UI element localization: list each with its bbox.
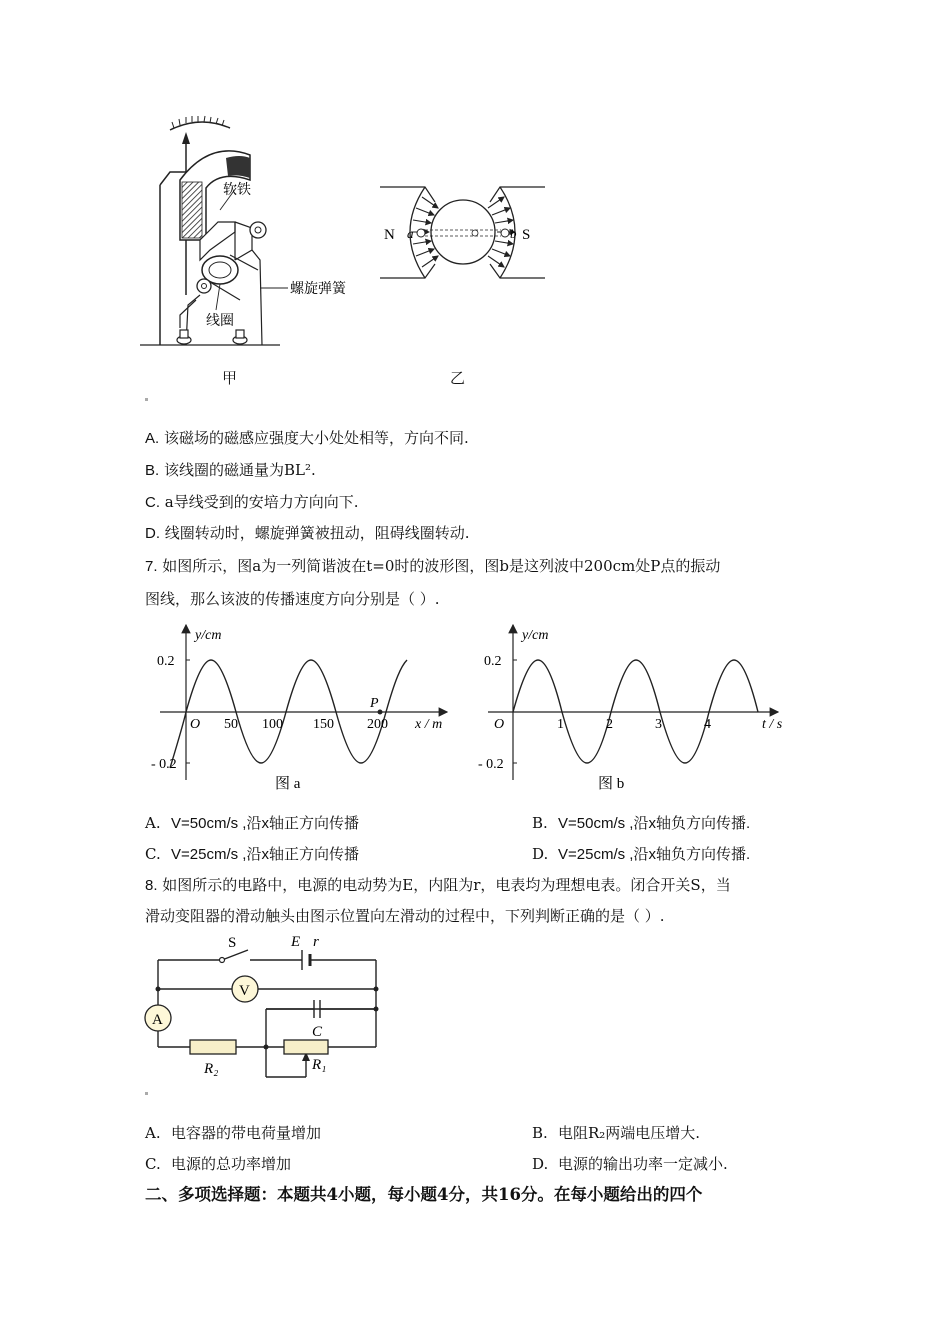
label-b: b	[510, 226, 517, 241]
caption-jia: 甲	[222, 369, 238, 387]
graph-b-caption: 图 b	[598, 776, 625, 792]
q8-option-a-text: 电容器的带电荷量增加	[171, 1124, 322, 1142]
internal-r-label: r	[313, 934, 319, 950]
q7-option-c	[145, 844, 359, 865]
graph-a-ypos: 0.2	[157, 654, 175, 669]
graph-b-ypos: 0.2	[484, 654, 502, 669]
q6-option-a-text: 该磁场的磁感应强度大小处处相等，方向不同.	[163, 429, 469, 447]
q6-option-b-text: 该线圈的磁通量为BL².	[163, 461, 316, 479]
q8-option-c	[145, 1154, 291, 1174]
q7-option-b-letter: B.	[532, 814, 548, 832]
q7-option-d-text: V=25cm/s ,沿x轴负方向传播.	[558, 846, 751, 863]
graph-b-tick: 4	[704, 717, 711, 732]
q7-line1	[145, 556, 720, 577]
graph-b-tick: 2	[606, 717, 613, 732]
q8-option-d-letter: D.	[532, 1155, 549, 1173]
q7-option-b-text: V=50cm/s ,沿x轴负方向传播.	[558, 815, 751, 832]
capacitor-label: C	[312, 1024, 323, 1040]
q8-option-b-text: 电阻R₂两端电压增大.	[558, 1124, 701, 1142]
q6-option-d-letter: D.	[145, 525, 160, 542]
resistor-r1	[284, 1040, 328, 1054]
section-2-heading: 二、多项选择题：本题共4小题，每小题4分，共16分。在每小题给出的四个	[145, 1185, 703, 1204]
wave-graph-a	[145, 620, 465, 800]
q6-option-b	[145, 460, 316, 481]
voltmeter-label: V	[239, 983, 250, 999]
label-spring: 螺旋弹簧	[290, 282, 346, 297]
q8-option-c-text: 电源的总功率增加	[171, 1155, 292, 1173]
q8-line1-text: 如图所示的电路中，电源的电动势为E，内阻为r，电表均为理想电表。闭合开关S，当	[162, 876, 731, 894]
paragraph-mark	[145, 1092, 148, 1095]
graph-b-xlabel: t / s	[762, 717, 783, 732]
q6-option-c-letter: C.	[145, 494, 160, 511]
graph-a-tick: 150	[313, 717, 334, 732]
graph-b-tick: 3	[655, 717, 662, 732]
resistor-r2	[190, 1040, 236, 1054]
galvanometer-figure	[140, 110, 370, 360]
q6-option-a	[145, 428, 469, 449]
graph-a-caption: 图 a	[275, 776, 301, 792]
radial-field-figure	[375, 180, 555, 290]
q6-option-d	[145, 523, 470, 544]
graph-a-origin: O	[190, 717, 201, 732]
caption-yi: 乙	[450, 369, 466, 387]
q6-option-d-text: 线圈转动时，螺旋弹簧被扭动，阻碍线圈转动.	[164, 524, 470, 542]
graph-a-ylabel: y/cm	[195, 628, 222, 643]
r2-label: R₂	[204, 1061, 219, 1077]
q7-option-d-letter: D.	[532, 845, 549, 863]
q7-option-c-letter: C.	[145, 845, 161, 863]
emf-label: E	[291, 934, 301, 950]
q8-option-a-letter: A.	[145, 1124, 161, 1142]
q8-option-d-text: 电源的输出功率一定减小.	[558, 1155, 728, 1173]
q8-option-c-letter: C.	[145, 1155, 161, 1173]
graph-a-tick: 100	[262, 717, 283, 732]
q7-option-c-text: V=25cm/s ,沿x轴正方向传播	[171, 846, 359, 863]
label-iron: 软铁	[223, 183, 251, 198]
ammeter-label: A	[152, 1012, 163, 1028]
q7-option-a-text: V=50cm/s ,沿x轴正方向传播	[171, 815, 359, 832]
switch-label: S	[228, 935, 237, 951]
graph-a-tick: 50	[224, 717, 238, 732]
label-n: N	[384, 227, 395, 243]
label-coil: 线圈	[206, 314, 234, 329]
q7-number: 7.	[145, 558, 158, 575]
label-s: S	[522, 227, 531, 243]
graph-b-origin: O	[494, 717, 505, 732]
graph-b-tick: 1	[557, 717, 564, 732]
q8-option-d	[532, 1154, 728, 1174]
circuit-diagram	[140, 930, 390, 1085]
wave-a-curve	[170, 660, 407, 768]
graph-b-ylabel: y/cm	[522, 628, 549, 643]
q7-line2: 图线，那么该波的传播速度方向分别是（ ）.	[145, 590, 440, 608]
q7-option-a	[145, 813, 359, 834]
q8-option-b-letter: B.	[532, 1124, 548, 1142]
graph-a-point-label: P	[370, 696, 379, 711]
q7-option-b	[532, 813, 750, 834]
q6-option-a-letter: A.	[145, 430, 160, 447]
r1-label: R₁	[312, 1057, 327, 1073]
graph-a-tick: 200	[367, 717, 388, 732]
q6-option-c	[145, 492, 359, 513]
q8-option-b	[532, 1123, 700, 1143]
q8-line1	[145, 875, 731, 896]
wave-graph-b	[478, 620, 798, 800]
q7-option-a-letter: A.	[145, 814, 161, 832]
q8-option-a	[145, 1123, 321, 1143]
graph-b-yneg: - 0.2	[478, 757, 504, 772]
q6-option-b-letter: B.	[145, 462, 160, 479]
q6-option-c-text: a导线受到的安培力方向向下.	[164, 493, 359, 511]
q8-number: 8.	[145, 877, 158, 894]
graph-a-xlabel: x / m	[415, 717, 443, 732]
paragraph-mark	[145, 398, 148, 401]
graph-a-yneg: - 0.2	[151, 757, 177, 772]
label-a: a	[407, 226, 414, 241]
q7-line1-text: 如图所示，图a为一列简谐波在t=0时的波形图，图b是这列波中200cm处P点的振动	[162, 557, 721, 575]
q8-line2: 滑动变阻器的滑动触头由图示位置向左滑动的过程中，下列判断正确的是（ ）.	[145, 907, 665, 925]
q7-option-d	[532, 844, 750, 865]
